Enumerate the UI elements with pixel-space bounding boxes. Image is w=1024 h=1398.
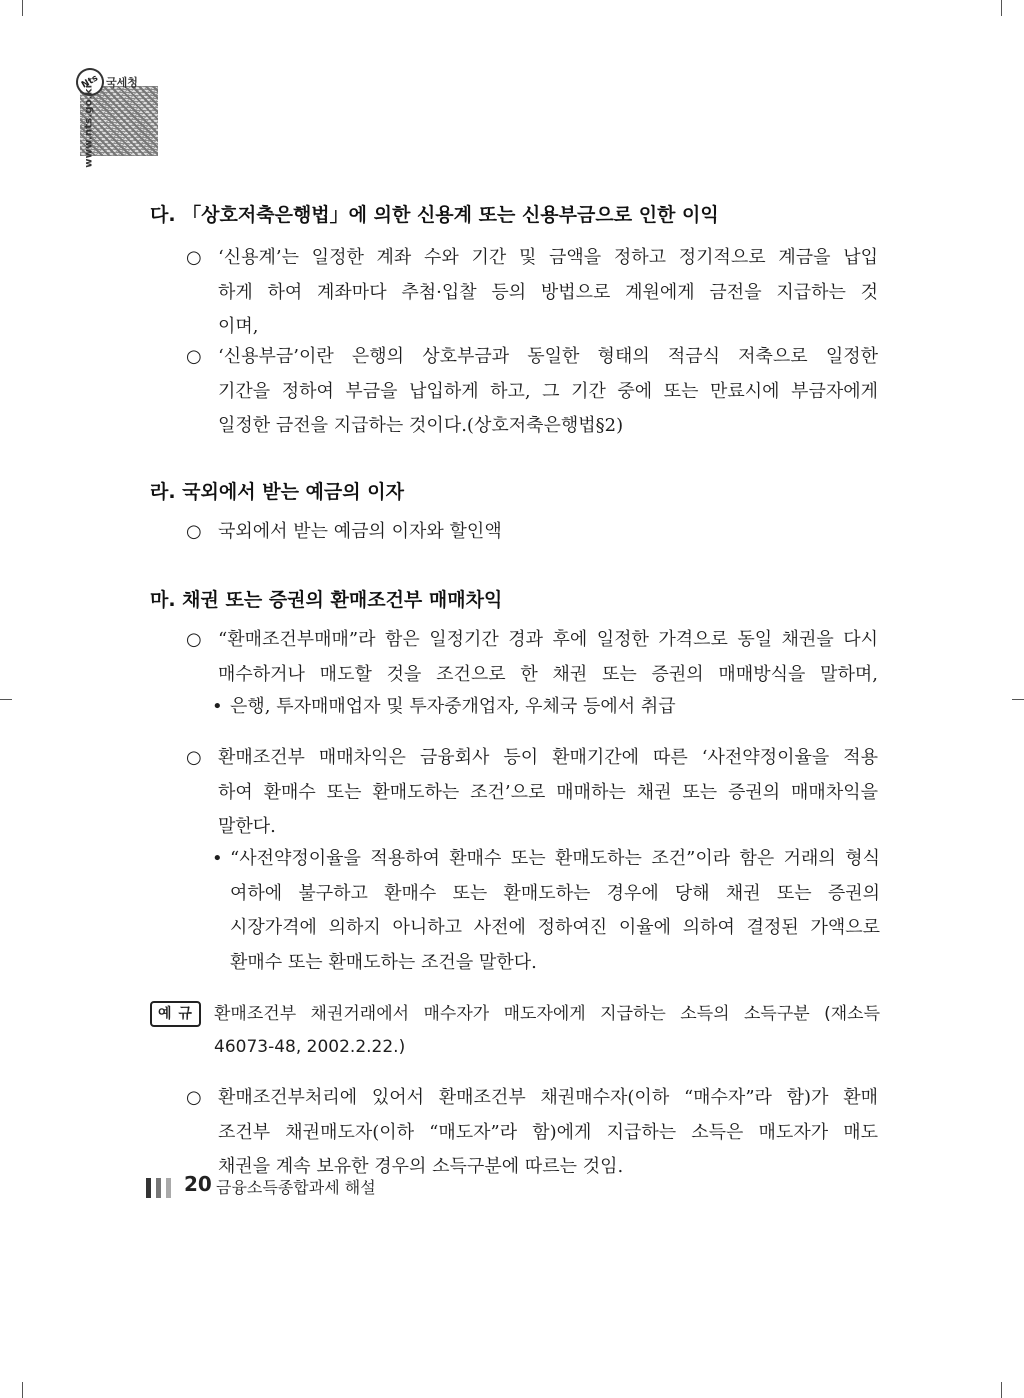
sub-bullet-item	[212, 842, 882, 982]
list-item	[186, 241, 886, 345]
circle-bullet-icon: ○	[186, 747, 202, 768]
ruling-badge: 예 규	[150, 1001, 201, 1027]
circle-bullet-icon: ○	[186, 1087, 202, 1108]
list-item	[186, 515, 886, 550]
crop-mark-top-left	[22, 0, 23, 16]
section-heading-da: 다. 「상호저축은행법」에 의한 신용계 또는 신용부금으로 인한 이익	[150, 204, 719, 226]
list-item	[186, 1081, 886, 1185]
circle-bullet-icon: ○	[186, 629, 202, 650]
ruling-block	[150, 998, 880, 1068]
list-item	[186, 340, 886, 444]
footer-bar-decoration	[166, 1178, 171, 1198]
site-url: www.nts.go.kr	[83, 83, 95, 168]
crop-mark-left-mid	[0, 699, 12, 700]
circle-bullet-icon: ○	[186, 346, 202, 367]
text-line: 하여 환매수 또는 환매도하는 조건’으로 매매하는 채권 또는 증권의 매매차익을	[218, 781, 878, 803]
section-heading-ra: 라. 국외에서 받는 예금의 이자	[150, 481, 404, 503]
circle-bullet-icon: ○	[186, 247, 202, 268]
nts-logo-icon: Nts	[71, 63, 109, 101]
crop-mark-right-mid	[1012, 699, 1024, 700]
text-line: 여하에 불구하고 환매수 또는 환매도하는 경우에 당해 채권 또는 증권의	[230, 882, 880, 904]
text-line: 일정한 금전을 지급하는 것이다.(상호저축은행법§2)	[218, 415, 624, 436]
sub-bullet-item	[212, 690, 882, 725]
text-line: ‘신용계’는 일정한 계좌 수와 기간 및 금액을 정하고 정기적으로 계금을 납입	[218, 247, 878, 268]
text-line: 기간을 정하여 부금을 납입하게 하고, 그 기간 중에 또는 만료시에 부금자에게	[218, 380, 878, 402]
text-line: ‘신용부금’이란 은행의 상호부금과 동일한 형태의 적금식 저축으로 일정한	[218, 346, 878, 367]
text-line: 말한다.	[218, 816, 276, 837]
section-heading-ma: 마. 채권 또는 증권의 환매조건부 매매차익	[150, 589, 503, 611]
circle-bullet-icon: ○	[186, 521, 202, 542]
crop-mark-top-right	[1001, 0, 1002, 16]
dot-bullet-icon: •	[212, 848, 223, 869]
text-line: “사전약정이율을 적용하여 환매수 또는 환매도하는 조건”이라 함은 거래의 형식	[230, 848, 880, 869]
text-line: 조건부 채권매도자(이하 “매도자”라 함)에게 지급하는 소득은 매도자가 매도	[218, 1121, 878, 1143]
text-line: 채권을 계속 보유한 경우의 소득구분에 따르는 것임.	[218, 1156, 624, 1177]
book-title: 금융소득종합과세 해설	[216, 1178, 376, 1197]
text-line: 국외에서 받는 예금의 이자와 할인액	[218, 521, 502, 542]
text-line: 하게 하여 계좌마다 추첨·입찰 등의 방법으로 계원에게 금전을 지급하는 것	[218, 281, 878, 303]
text-line: 은행, 투자매매업자 및 투자중개업자, 우체국 등에서 취급	[230, 696, 676, 717]
text-line: 환매조건부 매매차익은 금융회사 등이 환매기간에 따른 ‘사전약정이율을 적용	[218, 747, 878, 768]
footer-bar-decoration	[156, 1178, 161, 1198]
crop-mark-bottom-right	[1001, 1382, 1002, 1398]
agency-name: 국세청	[106, 76, 138, 89]
list-item	[186, 623, 886, 693]
text-line: 매수하거나 매도할 것을 조건으로 한 채권 또는 증권의 매매방식을 말하며,	[218, 663, 878, 685]
text-line: “환매조건부매매”라 함은 일정기간 경과 후에 일정한 가격으로 동일 채권을 다시	[218, 629, 878, 650]
crop-mark-bottom-left	[22, 1382, 23, 1398]
text-line: 이며,	[218, 316, 259, 337]
page-number: 20	[184, 1172, 212, 1196]
text-line: 46073-48, 2002.2.22.)	[214, 1037, 406, 1057]
text-line: 환매조건부처리에 있어서 환매조건부 채권매수자(이하 “매수자”라 함)가 환매	[218, 1087, 878, 1108]
list-item	[186, 741, 886, 845]
text-line: 환매수 또는 환매도하는 조건을 말한다.	[230, 951, 537, 973]
text-line: 시장가격에 의하지 아니하고 사전에 정하여진 이율에 의하여 결정된 가액으로	[230, 917, 880, 938]
text-line: 환매조건부 채권거래에서 매수자가 매도자에게 지급하는 소득의 소득구분 (재소득	[214, 1004, 880, 1024]
dot-bullet-icon: •	[212, 696, 223, 717]
header-logo	[70, 68, 160, 168]
footer-bar-decoration	[146, 1178, 151, 1198]
